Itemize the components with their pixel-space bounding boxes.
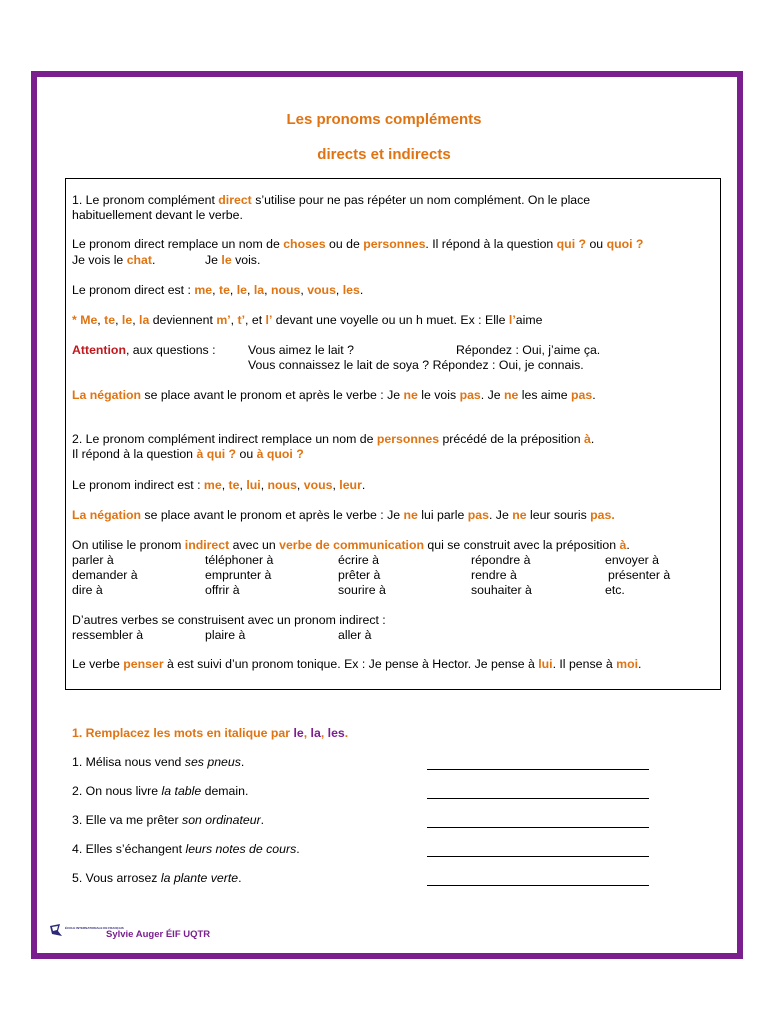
verb-cell: répondre à	[471, 553, 531, 567]
exercise-item: 1. Mélisa nous vend ses pneus.	[72, 755, 245, 769]
answer-line-5[interactable]	[427, 885, 649, 886]
rule-question-1: Vous aimez le lait ?	[248, 343, 354, 357]
rule-paragraph-1: 1. Le pronom complément direct s’utilise pour ne pas répéter un nom complément. On le place	[72, 193, 591, 207]
rule-attention: Attention, aux questions :	[72, 343, 216, 357]
page-title-line2: directs et indirects	[317, 146, 451, 163]
verb-cell: rendre à	[471, 568, 517, 582]
verb-cell: offrir à	[205, 583, 240, 597]
verb-cell: etc.	[605, 583, 625, 597]
verb-cell: souhaiter à	[471, 583, 532, 597]
logo-text: ÉCOLE INTERNATIONALE DE FRANÇAIS	[65, 926, 124, 930]
exercise-item: 5. Vous arrosez la plante verte.	[72, 871, 242, 885]
verb-cell: plaire à	[205, 628, 246, 642]
verb-cell: envoyer à	[605, 553, 660, 567]
exercise-item: 3. Elle va me prêter son ordinateur.	[72, 813, 265, 827]
rule-paragraph-indirect: 2. Le pronom complément indirect remplace un nom de personnes précédé de la préposition à.	[72, 432, 595, 446]
rule-other-verbs: D’autres verbes se construisent avec un pronom indirect :	[72, 613, 386, 627]
answer-line-4[interactable]	[427, 856, 649, 857]
exercise-heading: 1. Remplacez les mots en italique par le, la, les.	[72, 726, 349, 740]
answer-line-3[interactable]	[427, 827, 649, 828]
verb-cell: téléphoner à	[205, 553, 274, 567]
verb-cell: prêter à	[338, 568, 381, 582]
rule-penser: Le verbe penser à est suivi d’un pronom tonique. Ex : Je pense à Hector. Je pense à lui. Il pense à moi.	[72, 657, 642, 671]
answer-line-2[interactable]	[427, 798, 649, 799]
rule-paragraph-4: * Me, te, le, la deviennent m’, t’, et l’ devant une voyelle ou un h muet. Ex : Elle l’aime	[72, 313, 543, 327]
rule-negation-indirect: La négation se place avant le pronom et après le verbe : Je ne lui parle pas. Je ne leur souris pas.	[72, 508, 615, 522]
rule-paragraph-indirect-cont: Il répond à la question à qui ? ou à quoi ?	[72, 447, 304, 461]
verb-cell: dire à	[72, 583, 103, 597]
exercise-item: 4. Elles s’échangent leurs notes de cours.	[72, 842, 300, 856]
answer-line-1[interactable]	[427, 769, 649, 770]
verb-cell: parler à	[72, 553, 114, 567]
page-title-line1: Les pronoms compléments	[286, 111, 482, 128]
rule-paragraph-2: Le pronom direct remplace un nom de choses ou de personnes. Il répond à la question qui ? ou quoi ?	[72, 237, 644, 251]
footer-author: Sylvie Auger ÉIF UQTR	[106, 929, 211, 940]
rule-negation-direct: La négation se place avant le pronom et après le verbe : Je ne le vois pas. Je ne les aime pas.	[72, 388, 596, 402]
school-logo	[48, 923, 124, 939]
exercise-item: 2. On nous livre la table demain.	[72, 784, 249, 798]
verb-cell: sourire à	[338, 583, 386, 597]
verb-cell: emprunter à	[205, 568, 272, 582]
rule-paragraph-1-cont: habituellement devant le verbe.	[72, 208, 243, 222]
verb-cell: aller à	[338, 628, 372, 642]
rule-question-2: Vous connaissez le lait de soya ? Répondez : Oui, je connais.	[248, 358, 584, 372]
rule-paragraph-3: Le pronom direct est : me, te, le, la, nous, vous, les.	[72, 283, 364, 297]
rule-communication-verbs: On utilise le pronom indirect avec un verbe de communication qui se construit avec la préposition à.	[72, 538, 630, 552]
verb-cell: ressembler à	[72, 628, 144, 642]
rule-example-1: Je vois le chat.	[72, 253, 156, 267]
verb-cell: présenter à	[608, 568, 671, 582]
verb-cell: écrire à	[338, 553, 380, 567]
rule-answer-1: Répondez : Oui, j’aime ça.	[456, 343, 601, 357]
rule-example-2: Je le vois.	[205, 253, 261, 267]
verb-cell: demander à	[72, 568, 138, 582]
rule-indirect-list: Le pronom indirect est : me, te, lui, nous, vous, leur.	[72, 478, 366, 492]
